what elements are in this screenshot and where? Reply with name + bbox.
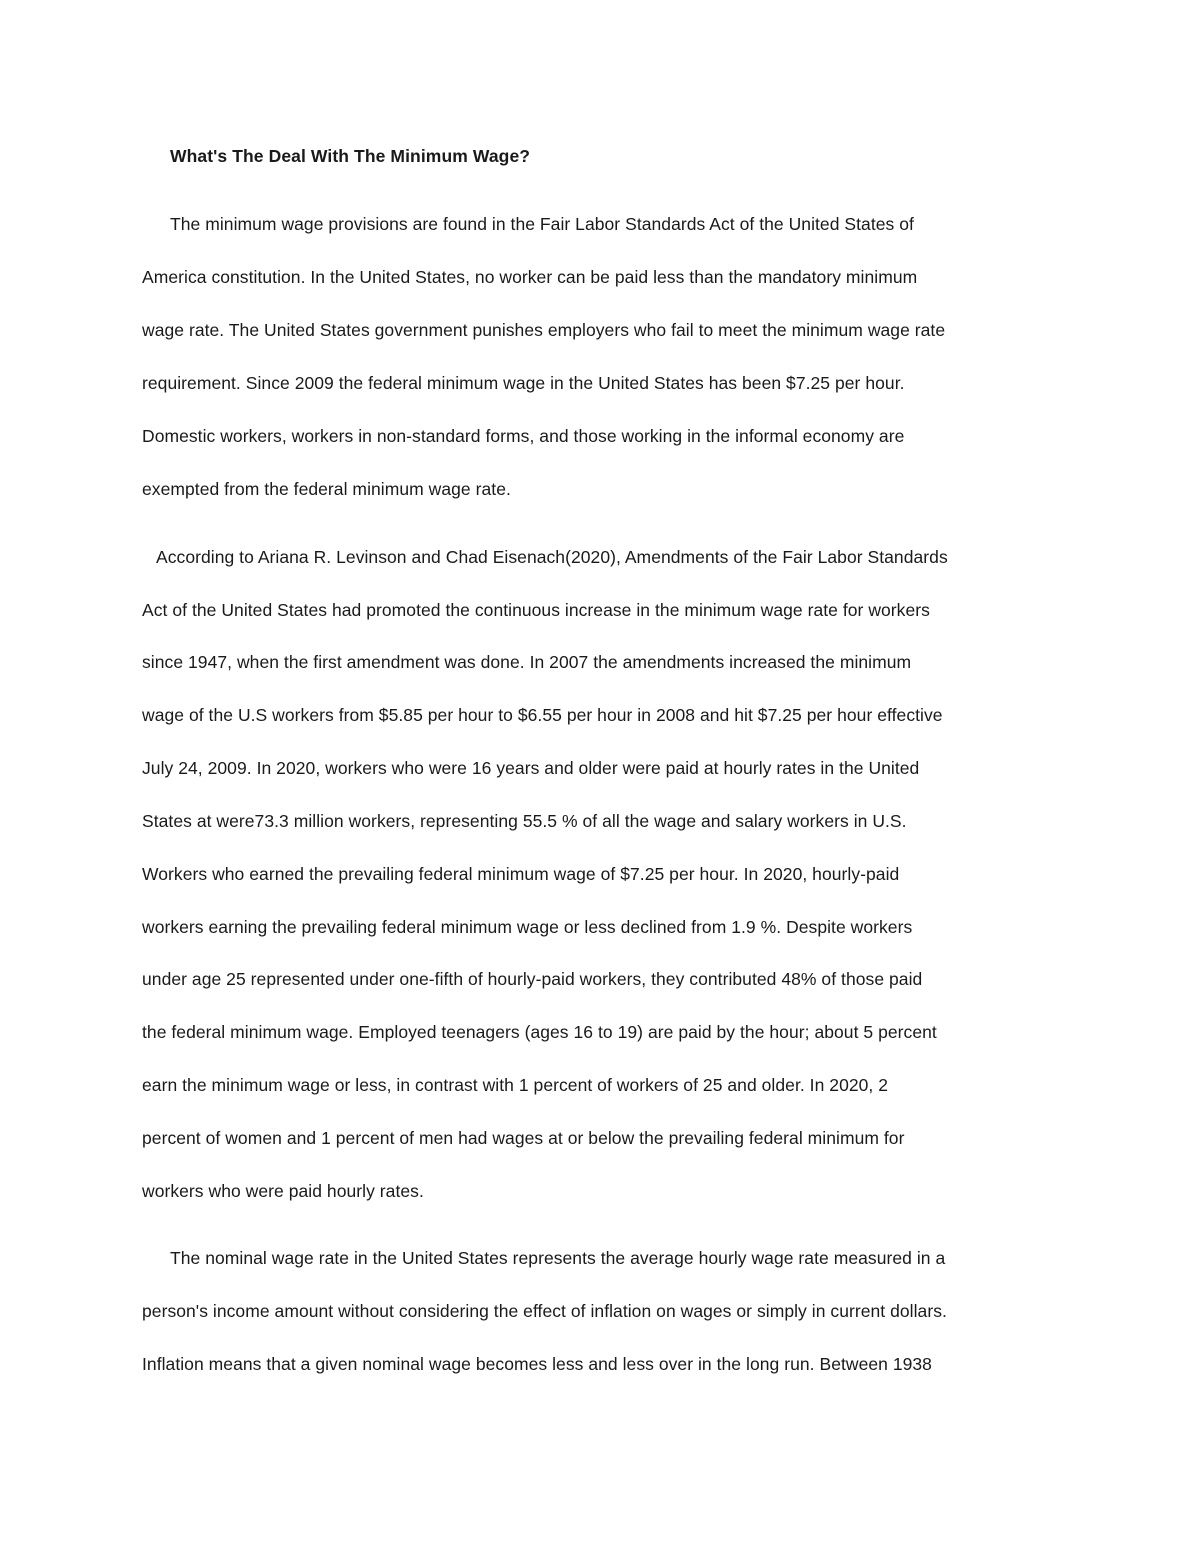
paragraph-3-line-2: person's income amount without considering the effect of inflation on wages or simply in current dollars. <box>142 1301 947 1321</box>
paragraph-2-line-7: Workers who earned the prevailing federal minimum wage of $7.25 per hour. In 2020, hourly-paid <box>142 864 900 884</box>
paragraph-1-line-1: The minimum wage provisions are found in the Fair Labor Standards Act of the United States of <box>170 214 914 234</box>
paragraph-2-line-11: earn the minimum wage or less, in contrast with 1 percent of workers of 25 and older. In 2020, 2 <box>142 1075 889 1095</box>
paragraph-2-line-10: the federal minimum wage. Employed teenagers (ages 16 to 19) are paid by the hour; about 5 percent <box>142 1022 937 1042</box>
paragraph-2-line-12: percent of women and 1 percent of men had wages at or below the prevailing federal minimum for <box>142 1128 905 1148</box>
paragraph-2-line-13: workers who were paid hourly rates. <box>142 1181 424 1201</box>
paragraph-1-line-6: exempted from the federal minimum wage rate. <box>142 479 511 499</box>
paragraph-3-line-3: Inflation means that a given nominal wage becomes less and less over in the long run. Between 1938 <box>142 1354 932 1374</box>
paragraph-2-line-5: July 24, 2009. In 2020, workers who were 16 years and older were paid at hourly rates in the United <box>142 758 920 778</box>
paragraph-1-line-2: America constitution. In the United States, no worker can be paid less than the mandatory minimum <box>142 267 918 287</box>
paragraph-2-line-8: workers earning the prevailing federal minimum wage or less declined from 1.9 %. Despite workers <box>142 917 913 937</box>
paragraph-1-line-3: wage rate. The United States government punishes employers who fail to meet the minimum wage rate <box>142 320 946 340</box>
paragraph-2-line-3: since 1947, when the first amendment was done. In 2007 the amendments increased the minimum <box>142 652 912 672</box>
paragraph-1-line-4: requirement. Since 2009 the federal minimum wage in the United States has been $7.25 per hour. <box>142 373 905 393</box>
paragraph-2-line-4: wage of the U.S workers from $5.85 per hour to $6.55 per hour in 2008 and hit $7.25 per hour effective <box>142 705 943 725</box>
paragraph-3-line-1: The nominal wage rate in the United States represents the average hourly wage rate measured in a <box>170 1248 946 1268</box>
paragraph-1-line-5: Domestic workers, workers in non-standard forms, and those working in the informal economy are <box>142 426 905 446</box>
paragraph-2-line-2: Act of the United States had promoted the continuous increase in the minimum wage rate for workers <box>142 600 930 620</box>
paragraph-2-line-9: under age 25 represented under one-fifth of hourly-paid workers, they contributed 48% of those paid <box>142 969 923 989</box>
paragraph-2-line-6: States at were73.3 million workers, representing 55.5 % of all the wage and salary workers in U.S. <box>142 811 907 831</box>
document-title: What's The Deal With The Minimum Wage? <box>170 146 531 166</box>
paragraph-2-line-1: According to Ariana R. Levinson and Chad Eisenach(2020), Amendments of the Fair Labor Standards <box>156 547 948 567</box>
